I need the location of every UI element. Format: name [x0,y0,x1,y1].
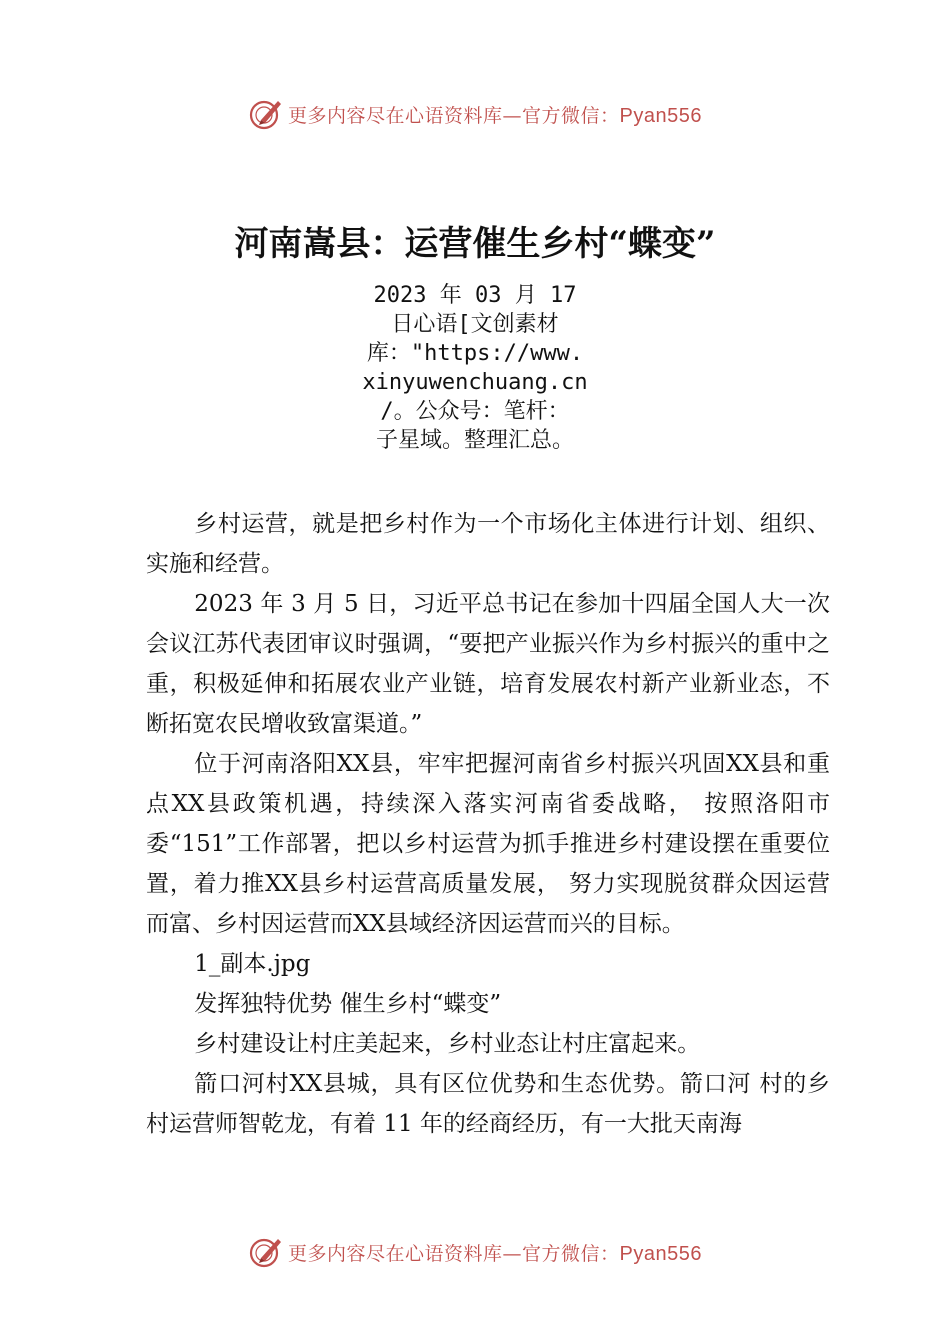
footer-banner-text: 更多内容尽在心语资料库—官方微信：Pyan556 [288,1242,702,1265]
header-wechat-id: Pyan556 [619,104,702,127]
pen-nib-logo-icon [248,1234,284,1270]
section-heading: 发挥独特优势 催生乡村“蝶变” [194,991,502,1017]
document-body [146,504,830,1144]
header-banner-text: 更多内容尽在心语资料库—官方微信：Pyan556 [288,104,702,127]
meta-line: 库："https://www. [366,341,584,366]
footer-wechat-id: Pyan556 [619,1242,702,1265]
meta-line: 2023 年 03 月 17 [373,283,577,308]
document-title: 河南嵩县：运营催生乡村“蝶变” [234,224,716,264]
meta-line: 子星域。整理汇总。 [375,428,574,453]
body-paragraph: 乡村建设让村庄美起来，乡村业态让村庄富起来。 [194,1031,701,1057]
pen-nib-logo-icon [248,96,284,132]
body-paragraph: 位于河南洛阳XX县，牢牢把握河南省乡村振兴巩固XX县和重点XX县政策机遇，持续深入落实河南省委战略， 按照洛阳市委“151”工作部署，把以乡村运营为抓手推进乡村建设摆在重要位置，着力推XX县乡村运营高质量发展， 努力实现脱贫群众因运营而富、乡村因运营而XX县域经济因运营而兴的目标。 [146,751,830,937]
document-meta [330,281,620,455]
footer-banner [0,1232,950,1272]
header-banner [0,94,950,134]
meta-line: xinyuwenchuang.cn [362,370,588,395]
meta-line: 日心语[文创素材 [391,312,559,337]
image-filename: 1_副本.jpg [194,951,311,977]
body-paragraph: 箭口河村XX县城，具有区位优势和生态优势。箭口河 村的乡村运营师智乾龙，有着 11 年的经商经历，有一大批天南海 [146,1071,830,1137]
body-paragraph: 乡村运营，就是把乡村作为一个市场化主体进行计划、组织、实施和经营。 [146,511,830,577]
meta-line: /。公众号：笔杆： [380,399,570,424]
body-paragraph: 2023 年 3 月 5 日，习近平总书记在参加十四届全国人大一次会议江苏代表团审议时强调，“要把产业振兴作为乡村振兴的重中之重，积极延伸和拓展农业产业链，培育发展农村新产业新业态，不断拓宽农民增收致富渠道。” [146,591,830,737]
